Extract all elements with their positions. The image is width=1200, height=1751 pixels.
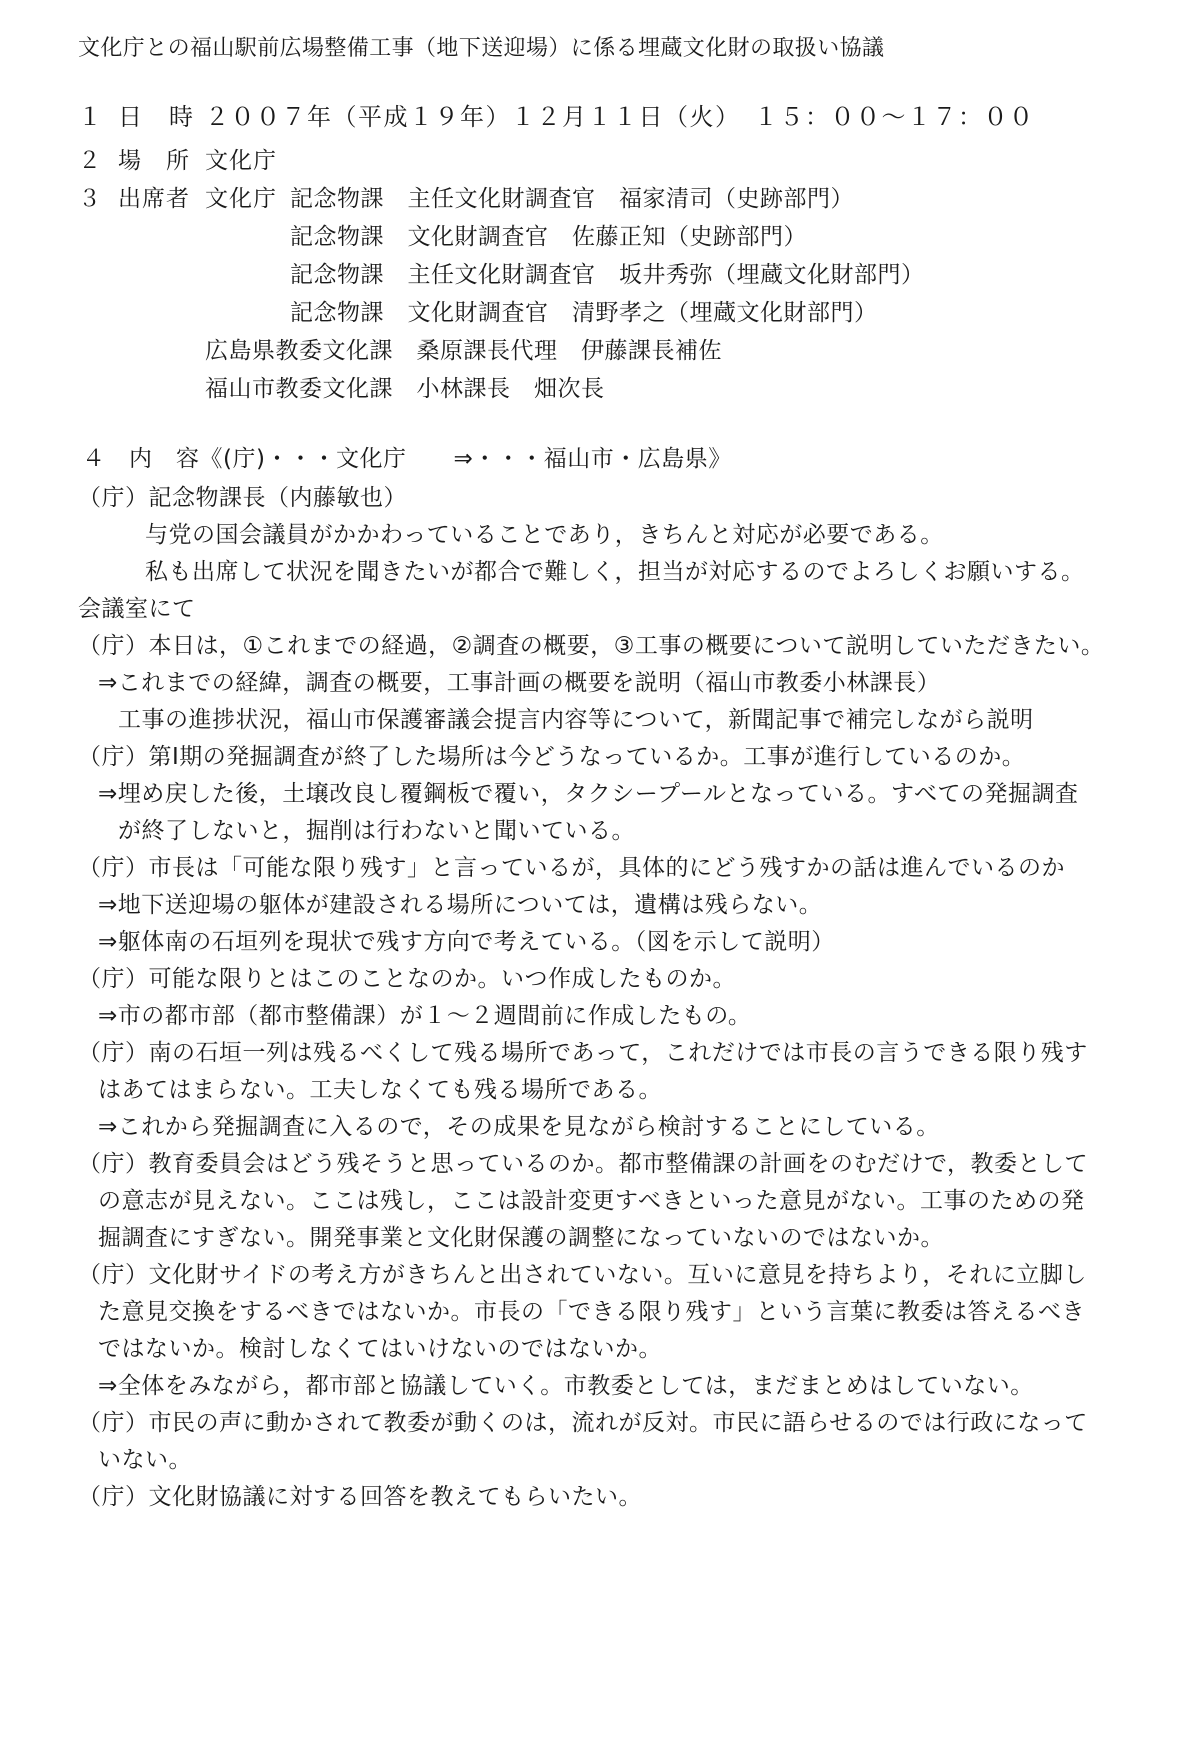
document-title: 文化庁との福山駅前広場整備工事（地下送迎場）に係る埋蔵文化財の取扱い協議: [78, 36, 885, 61]
attendee-line: 記念物課 文化財調査官 清野孝之（埋蔵文化財部門）: [290, 300, 878, 326]
attendee-line: 記念物課 主任文化財調査官 坂井秀弥（埋蔵文化財部門）: [290, 262, 925, 288]
content-heading: ４ 内 容《(庁)・・・文化庁 ⇒・・・福山市・広島県》: [82, 446, 732, 472]
attendee-line: 記念物課 主任文化財調査官 福家清司（史跡部門）: [290, 186, 854, 212]
body-line: ⇒市の都市部（都市整備課）が１～２週間前に作成したもの。: [98, 1003, 752, 1029]
body-line: （庁）可能な限りとはこのことなのか。いつ作成したものか。: [78, 966, 736, 992]
place-label: 場 所: [118, 148, 190, 174]
body-line: （庁）記念物課長（内藤敏也）: [78, 485, 407, 511]
body-line: ではないか。検討しなくてはいけないのではないか。: [98, 1336, 662, 1362]
body-line: （庁）市民の声に動かされて教委が動くのは，流れが反対。市民に語らせるのでは行政になって: [78, 1410, 1088, 1436]
date-number: １: [78, 103, 104, 131]
body-line: ⇒これから発掘調査に入るので，その成果を見ながら検討することにしている。: [98, 1114, 940, 1140]
body-line: 会議室にて: [78, 596, 196, 622]
body-line: が終了しないと，掘削は行わないと聞いている。: [118, 818, 635, 844]
body-line: ⇒埋め戻した後，土壌改良し覆鋼板で覆い，タクシープールとなっている。すべての発掘調査: [98, 781, 1079, 807]
attendees-label: 出席者: [118, 186, 190, 212]
body-line: （庁）本日は，①これまでの経過，②調査の概要，③工事の概要について説明していただきたい。: [78, 633, 1105, 659]
attendee-line: 福山市教委文化課 小林課長 畑次長: [205, 376, 605, 402]
place-number: ２: [78, 148, 102, 174]
body-line: ⇒これまでの経緯，調査の概要，工事計画の概要を説明（福山市教委小林課長）: [98, 670, 941, 696]
attendee-line: 広島県教委文化課 桑原課長代理 伊藤課長補佐: [205, 338, 722, 364]
body-line: はあてはまらない。工夫しなくても残る場所である。: [98, 1077, 662, 1103]
body-line: ⇒全体をみながら，都市部と協議していく。市教委としては，まだまとめはしていない。: [98, 1373, 1034, 1399]
attendees-number: ３: [78, 186, 102, 212]
body-line: 与党の国会議員がかかわっていることであり，きちんと対応が必要である。: [145, 522, 944, 548]
body-line: （庁）南の石垣一列は残るべくして残る場所であって，これだけでは市長の言うできる限り残す: [78, 1040, 1088, 1066]
body-line: 掘調査にすぎない。開発事業と文化財保護の調整になっていないのではないか。: [98, 1225, 944, 1251]
body-line: （庁）文化財協議に対する回答を教えてもらいたい。: [78, 1484, 642, 1510]
body-line: 工事の進捗状況，福山市保護審議会提言内容等について，新聞記事で補完しながら説明: [118, 707, 1034, 733]
body-line: ⇒躯体南の石垣列を現状で残す方向で考えている。（図を示して説明）: [98, 929, 835, 955]
body-line: （庁）教育委員会はどう残そうと思っているのか。都市整備課の計画をのむだけで，教委として: [78, 1151, 1089, 1177]
place-value: 文化庁: [205, 148, 277, 174]
body-line: た意見交換をするべきではないか。市長の「できる限り残す」という言葉に教委は答えるべき: [98, 1299, 1085, 1325]
body-line: 私も出席して状況を聞きたいが都合で難しく，担当が対応するのでよろしくお願いする。: [145, 559, 1085, 585]
body-line: いない。: [98, 1447, 192, 1473]
body-line: （庁）第Ⅰ期の発掘調査が終了した場所は今どうなっているか。工事が進行しているのか。: [78, 744, 1026, 770]
body-line: の意志が見えない。ここは残し，ここは設計変更すべきといった意見がない。工事のための発: [98, 1188, 1085, 1214]
date-label: 日 時: [118, 103, 195, 131]
date-value: ２００７年（平成１９年）１２月１１日（火） １５：００～１７：００: [205, 103, 1035, 131]
body-line: （庁）文化財サイドの考え方がきちんと出されていない。互いに意見を持ちより，それに立脚し: [78, 1262, 1087, 1288]
body-line: （庁）市長は「可能な限り残す」と言っているが，具体的にどう残すかの話は進んでいるのか: [78, 855, 1065, 881]
body-line: ⇒地下送迎場の躯体が建設される場所については，遺構は残らない。: [98, 892, 823, 918]
attendees-org: 文化庁: [205, 186, 277, 212]
attendee-line: 記念物課 文化財調査官 佐藤正知（史跡部門）: [290, 224, 807, 250]
